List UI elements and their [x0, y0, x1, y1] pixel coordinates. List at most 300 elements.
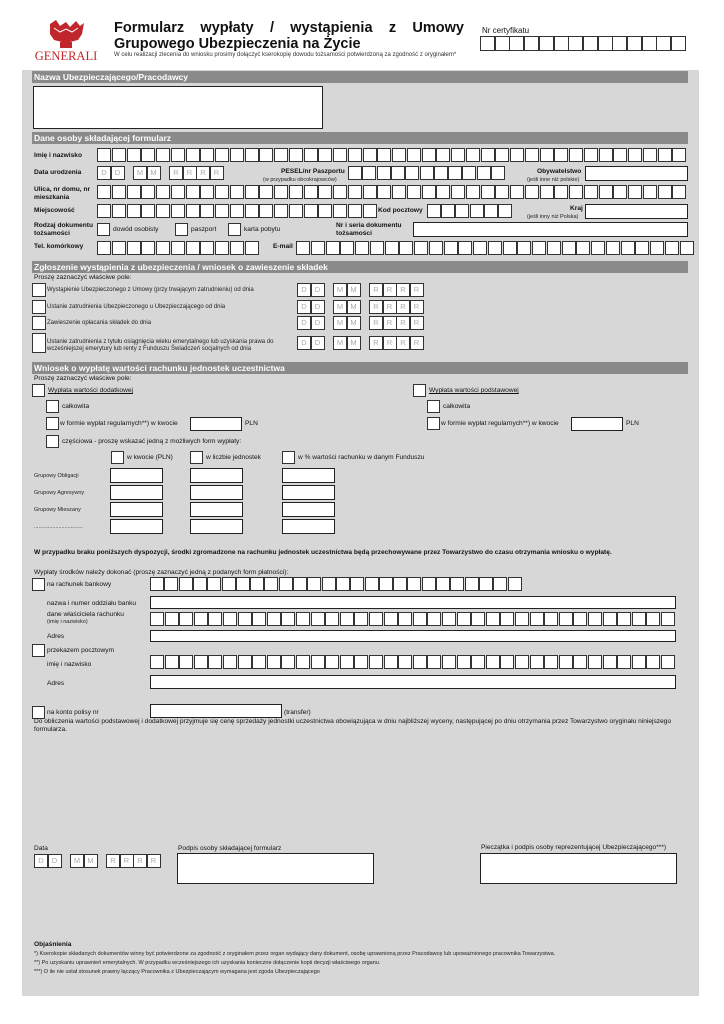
- bank-owner-cell[interactable]: [500, 612, 514, 626]
- birth-date-cell[interactable]: R: [210, 166, 224, 180]
- policy-number-field[interactable]: [150, 704, 282, 718]
- name-cell[interactable]: [584, 148, 598, 162]
- street-cell[interactable]: [274, 185, 288, 199]
- bank-owner-cell[interactable]: [559, 612, 573, 626]
- name-cell[interactable]: [613, 148, 627, 162]
- bank-owner-cell[interactable]: [179, 612, 193, 626]
- email-cell[interactable]: [429, 241, 443, 255]
- name-cell[interactable]: [230, 148, 244, 162]
- withdrawal-date-cell[interactable]: R: [396, 316, 410, 330]
- bank-account-cell[interactable]: [222, 577, 236, 591]
- phone-cell[interactable]: [245, 241, 259, 255]
- doc-residence-checkbox[interactable]: [228, 223, 241, 236]
- bank-account-cell[interactable]: [336, 577, 350, 591]
- bank-owner-cell[interactable]: [661, 612, 675, 626]
- postal-code-cell[interactable]: [455, 204, 469, 218]
- name-cell[interactable]: [245, 148, 259, 162]
- bank-account-cell[interactable]: [307, 577, 321, 591]
- bank-transfer-checkbox[interactable]: [32, 578, 45, 591]
- postal-code-cell[interactable]: [470, 204, 484, 218]
- name-cell[interactable]: [171, 148, 185, 162]
- street-cell[interactable]: [584, 185, 598, 199]
- email-cell[interactable]: [399, 241, 413, 255]
- bank-account-cell[interactable]: [179, 577, 193, 591]
- postal-name-cell[interactable]: [340, 655, 354, 669]
- email-cell[interactable]: [355, 241, 369, 255]
- bank-owner-cell[interactable]: [238, 612, 252, 626]
- phone-cell[interactable]: [141, 241, 155, 255]
- basic-full-checkbox[interactable]: [427, 400, 440, 413]
- name-cell[interactable]: [392, 148, 406, 162]
- bank-owner-cell[interactable]: [646, 612, 660, 626]
- name-cell[interactable]: [348, 148, 362, 162]
- name-cell[interactable]: [141, 148, 155, 162]
- fund-allocation-input[interactable]: [110, 485, 163, 500]
- certificate-number-cell[interactable]: [642, 36, 657, 51]
- bank-account-cell[interactable]: [436, 577, 450, 591]
- postal-name-cell[interactable]: [573, 655, 587, 669]
- withdrawal-date-cell[interactable]: M: [333, 283, 347, 297]
- withdrawal-date-cell[interactable]: R: [383, 300, 397, 314]
- postal-name-cell[interactable]: [442, 655, 456, 669]
- phone-cell[interactable]: [215, 241, 229, 255]
- bank-owner-cell[interactable]: [617, 612, 631, 626]
- postal-name-cell[interactable]: [165, 655, 179, 669]
- bank-owner-cell[interactable]: [384, 612, 398, 626]
- country-field[interactable]: [585, 204, 688, 219]
- name-cell[interactable]: [510, 148, 524, 162]
- name-cell[interactable]: [363, 148, 377, 162]
- email-cell[interactable]: [444, 241, 458, 255]
- city-cell[interactable]: [186, 204, 200, 218]
- name-cell[interactable]: [259, 148, 273, 162]
- withdrawal-date-cell[interactable]: R: [410, 316, 424, 330]
- bank-owner-cell[interactable]: [325, 612, 339, 626]
- pesel-cell[interactable]: [462, 166, 476, 180]
- name-cell[interactable]: [318, 148, 332, 162]
- postal-name-cell[interactable]: [281, 655, 295, 669]
- street-cell[interactable]: [333, 185, 347, 199]
- street-cell[interactable]: [628, 185, 642, 199]
- name-cell[interactable]: [436, 148, 450, 162]
- city-cell[interactable]: [171, 204, 185, 218]
- fund-allocation-input[interactable]: [282, 519, 335, 534]
- bank-owner-cell[interactable]: [515, 612, 529, 626]
- name-cell[interactable]: [554, 148, 568, 162]
- name-cell[interactable]: [304, 148, 318, 162]
- postal-name-cell[interactable]: [150, 655, 164, 669]
- bank-account-cell[interactable]: [407, 577, 421, 591]
- bank-owner-cell[interactable]: [457, 612, 471, 626]
- withdrawal-date-cell[interactable]: R: [369, 316, 383, 330]
- citizenship-field[interactable]: [585, 166, 688, 181]
- withdrawal-date-cell[interactable]: R: [396, 283, 410, 297]
- phone-cell[interactable]: [127, 241, 141, 255]
- city-cell[interactable]: [348, 204, 362, 218]
- bank-account-cell[interactable]: [250, 577, 264, 591]
- certificate-number-cell[interactable]: [671, 36, 686, 51]
- name-cell[interactable]: [407, 148, 421, 162]
- signature-date-cell[interactable]: R: [133, 854, 147, 868]
- street-cell[interactable]: [200, 185, 214, 199]
- doc-id-card-checkbox[interactable]: [97, 223, 110, 236]
- name-cell[interactable]: [97, 148, 111, 162]
- postal-name-cell[interactable]: [588, 655, 602, 669]
- email-cell[interactable]: [503, 241, 517, 255]
- bank-owner-cell[interactable]: [588, 612, 602, 626]
- street-cell[interactable]: [554, 185, 568, 199]
- basic-regular-checkbox[interactable]: [427, 417, 440, 430]
- fund-allocation-input[interactable]: [190, 468, 243, 483]
- doc-passport-checkbox[interactable]: [175, 223, 188, 236]
- email-cell[interactable]: [606, 241, 620, 255]
- name-cell[interactable]: [628, 148, 642, 162]
- street-cell[interactable]: [451, 185, 465, 199]
- email-cell[interactable]: [635, 241, 649, 255]
- street-cell[interactable]: [613, 185, 627, 199]
- postal-name-cell[interactable]: [296, 655, 310, 669]
- email-cell[interactable]: [488, 241, 502, 255]
- pesel-cell[interactable]: [348, 166, 362, 180]
- postal-name-cell[interactable]: [486, 655, 500, 669]
- postal-code-cell[interactable]: [441, 204, 455, 218]
- street-cell[interactable]: [481, 185, 495, 199]
- postal-code-cell[interactable]: [427, 204, 441, 218]
- city-cell[interactable]: [230, 204, 244, 218]
- signature-date-cell[interactable]: D: [34, 854, 48, 868]
- bank-owner-cell[interactable]: [442, 612, 456, 626]
- basic-value-checkbox[interactable]: [413, 384, 426, 397]
- pesel-cell[interactable]: [420, 166, 434, 180]
- doc-number-field[interactable]: [413, 222, 688, 237]
- city-cell[interactable]: [245, 204, 259, 218]
- email-cell[interactable]: [296, 241, 310, 255]
- fund-allocation-input[interactable]: [190, 485, 243, 500]
- phone-cell[interactable]: [156, 241, 170, 255]
- postal-name-cell[interactable]: [325, 655, 339, 669]
- street-cell[interactable]: [97, 185, 111, 199]
- postal-code-cell[interactable]: [484, 204, 498, 218]
- postal-name-cell[interactable]: [267, 655, 281, 669]
- bank-account-cell[interactable]: [279, 577, 293, 591]
- fund-allocation-input[interactable]: [110, 468, 163, 483]
- birth-date-cell[interactable]: M: [133, 166, 147, 180]
- fund-allocation-input[interactable]: [282, 485, 335, 500]
- bank-account-cell[interactable]: [236, 577, 250, 591]
- name-cell[interactable]: [525, 148, 539, 162]
- withdrawal-date-cell[interactable]: M: [347, 300, 361, 314]
- signature-date-cell[interactable]: R: [147, 854, 161, 868]
- partial-percent-checkbox[interactable]: [282, 451, 295, 464]
- bank-owner-cell[interactable]: [398, 612, 412, 626]
- phone-cell[interactable]: [97, 241, 111, 255]
- email-cell[interactable]: [340, 241, 354, 255]
- name-cell[interactable]: [112, 148, 126, 162]
- bank-owner-cell[interactable]: [427, 612, 441, 626]
- name-cell[interactable]: [466, 148, 480, 162]
- pesel-cell[interactable]: [362, 166, 376, 180]
- bank-owner-cell[interactable]: [603, 612, 617, 626]
- fund-allocation-input[interactable]: [110, 519, 163, 534]
- postal-address-field[interactable]: [150, 675, 676, 689]
- postal-name-cell[interactable]: [311, 655, 325, 669]
- email-cell[interactable]: [532, 241, 546, 255]
- birth-date-cell[interactable]: R: [196, 166, 210, 180]
- name-cell[interactable]: [200, 148, 214, 162]
- postal-name-cell[interactable]: [194, 655, 208, 669]
- email-cell[interactable]: [311, 241, 325, 255]
- name-cell[interactable]: [643, 148, 657, 162]
- bank-owner-cell[interactable]: [471, 612, 485, 626]
- phone-cell[interactable]: [112, 241, 126, 255]
- pesel-cell[interactable]: [391, 166, 405, 180]
- bank-account-cell[interactable]: [264, 577, 278, 591]
- bank-owner-cell[interactable]: [340, 612, 354, 626]
- street-cell[interactable]: [156, 185, 170, 199]
- postal-name-cell[interactable]: [544, 655, 558, 669]
- bank-account-cell[interactable]: [508, 577, 522, 591]
- bank-account-cell[interactable]: [465, 577, 479, 591]
- withdrawal-date-cell[interactable]: R: [383, 283, 397, 297]
- name-cell[interactable]: [451, 148, 465, 162]
- fund-allocation-input[interactable]: [110, 502, 163, 517]
- withdrawal-date-cell[interactable]: D: [311, 283, 325, 297]
- postal-name-cell[interactable]: [515, 655, 529, 669]
- bank-owner-cell[interactable]: [194, 612, 208, 626]
- certificate-number-cell[interactable]: [612, 36, 627, 51]
- city-cell[interactable]: [215, 204, 229, 218]
- city-cell[interactable]: [141, 204, 155, 218]
- withdrawal-date-cell[interactable]: R: [369, 300, 383, 314]
- postal-name-cell[interactable]: [179, 655, 193, 669]
- bank-owner-cell[interactable]: [486, 612, 500, 626]
- street-cell[interactable]: [510, 185, 524, 199]
- street-cell[interactable]: [215, 185, 229, 199]
- city-cell[interactable]: [97, 204, 111, 218]
- email-cell[interactable]: [680, 241, 694, 255]
- pesel-cell[interactable]: [434, 166, 448, 180]
- bank-account-cell[interactable]: [450, 577, 464, 591]
- street-cell[interactable]: [230, 185, 244, 199]
- partial-units-checkbox[interactable]: [190, 451, 203, 464]
- postal-name-cell[interactable]: [427, 655, 441, 669]
- withdrawal-date-cell[interactable]: D: [297, 316, 311, 330]
- postal-name-cell[interactable]: [661, 655, 675, 669]
- postal-name-cell[interactable]: [384, 655, 398, 669]
- birth-date-cell[interactable]: R: [169, 166, 183, 180]
- certificate-number-cell[interactable]: [568, 36, 583, 51]
- street-cell[interactable]: [363, 185, 377, 199]
- name-cell[interactable]: [186, 148, 200, 162]
- email-cell[interactable]: [665, 241, 679, 255]
- city-cell[interactable]: [318, 204, 332, 218]
- withdrawal-option-checkbox[interactable]: [32, 283, 46, 297]
- postal-name-cell[interactable]: [208, 655, 222, 669]
- signature-date-cell[interactable]: R: [106, 854, 120, 868]
- email-cell[interactable]: [473, 241, 487, 255]
- email-cell[interactable]: [650, 241, 664, 255]
- street-cell[interactable]: [672, 185, 686, 199]
- name-cell[interactable]: [422, 148, 436, 162]
- street-cell[interactable]: [422, 185, 436, 199]
- postal-name-cell[interactable]: [457, 655, 471, 669]
- bank-account-cell[interactable]: [293, 577, 307, 591]
- signer-signature-field[interactable]: [177, 853, 374, 884]
- street-cell[interactable]: [436, 185, 450, 199]
- street-cell[interactable]: [304, 185, 318, 199]
- city-cell[interactable]: [112, 204, 126, 218]
- bank-owner-cell[interactable]: [354, 612, 368, 626]
- withdrawal-date-cell[interactable]: M: [347, 316, 361, 330]
- postal-name-cell[interactable]: [413, 655, 427, 669]
- phone-cell[interactable]: [171, 241, 185, 255]
- postal-name-cell[interactable]: [559, 655, 573, 669]
- withdrawal-date-cell[interactable]: R: [410, 300, 424, 314]
- name-cell[interactable]: [495, 148, 509, 162]
- name-cell[interactable]: [215, 148, 229, 162]
- postal-name-cell[interactable]: [369, 655, 383, 669]
- email-cell[interactable]: [517, 241, 531, 255]
- postal-name-cell[interactable]: [632, 655, 646, 669]
- city-cell[interactable]: [156, 204, 170, 218]
- pesel-cell[interactable]: [405, 166, 419, 180]
- additional-value-checkbox[interactable]: [32, 384, 45, 397]
- birth-date-cell[interactable]: M: [147, 166, 161, 180]
- bank-owner-cell[interactable]: [267, 612, 281, 626]
- postal-name-cell[interactable]: [646, 655, 660, 669]
- street-cell[interactable]: [495, 185, 509, 199]
- email-cell[interactable]: [562, 241, 576, 255]
- pesel-cell[interactable]: [491, 166, 505, 180]
- stamp-signature-field[interactable]: [480, 853, 677, 884]
- fund-allocation-input[interactable]: [282, 468, 335, 483]
- street-cell[interactable]: [643, 185, 657, 199]
- street-cell[interactable]: [392, 185, 406, 199]
- bank-account-cell[interactable]: [150, 577, 164, 591]
- bank-account-cell[interactable]: [422, 577, 436, 591]
- name-cell[interactable]: [156, 148, 170, 162]
- email-cell[interactable]: [576, 241, 590, 255]
- withdrawal-date-cell[interactable]: R: [396, 300, 410, 314]
- street-cell[interactable]: [259, 185, 273, 199]
- bank-account-cell[interactable]: [322, 577, 336, 591]
- additional-partial-checkbox[interactable]: [46, 435, 59, 448]
- withdrawal-date-cell[interactable]: M: [333, 300, 347, 314]
- bank-name-field[interactable]: [150, 596, 676, 609]
- city-cell[interactable]: [363, 204, 377, 218]
- street-cell[interactable]: [569, 185, 583, 199]
- withdrawal-date-cell[interactable]: D: [297, 336, 311, 350]
- withdrawal-date-cell[interactable]: D: [311, 336, 325, 350]
- bank-owner-cell[interactable]: [544, 612, 558, 626]
- withdrawal-option-checkbox[interactable]: [32, 316, 46, 330]
- email-cell[interactable]: [591, 241, 605, 255]
- fund-allocation-input[interactable]: [190, 519, 243, 534]
- postal-name-cell[interactable]: [238, 655, 252, 669]
- city-cell[interactable]: [259, 204, 273, 218]
- certificate-number-cell[interactable]: [480, 36, 495, 51]
- withdrawal-date-cell[interactable]: M: [347, 283, 361, 297]
- fund-allocation-input[interactable]: [190, 502, 243, 517]
- phone-cell[interactable]: [186, 241, 200, 255]
- signature-date-cell[interactable]: M: [70, 854, 84, 868]
- name-cell[interactable]: [289, 148, 303, 162]
- bank-account-cell[interactable]: [350, 577, 364, 591]
- bank-owner-cell[interactable]: [252, 612, 266, 626]
- bank-owner-cell[interactable]: [632, 612, 646, 626]
- street-cell[interactable]: [318, 185, 332, 199]
- email-cell[interactable]: [326, 241, 340, 255]
- bank-account-cell[interactable]: [207, 577, 221, 591]
- basic-regular-amount[interactable]: [571, 417, 623, 431]
- withdrawal-date-cell[interactable]: M: [333, 316, 347, 330]
- street-cell[interactable]: [377, 185, 391, 199]
- bank-owner-cell[interactable]: [296, 612, 310, 626]
- name-cell[interactable]: [569, 148, 583, 162]
- certificate-number-cell[interactable]: [539, 36, 554, 51]
- bank-owner-cell[interactable]: [281, 612, 295, 626]
- withdrawal-date-cell[interactable]: R: [383, 316, 397, 330]
- employer-name-field[interactable]: [33, 86, 323, 129]
- withdrawal-date-cell[interactable]: D: [311, 316, 325, 330]
- partial-amount-checkbox[interactable]: [111, 451, 124, 464]
- city-cell[interactable]: [127, 204, 141, 218]
- postal-name-cell[interactable]: [500, 655, 514, 669]
- withdrawal-date-cell[interactable]: R: [396, 336, 410, 350]
- phone-cell[interactable]: [200, 241, 214, 255]
- withdrawal-date-cell[interactable]: R: [369, 283, 383, 297]
- name-cell[interactable]: [377, 148, 391, 162]
- name-cell[interactable]: [599, 148, 613, 162]
- certificate-number-cell[interactable]: [627, 36, 642, 51]
- street-cell[interactable]: [186, 185, 200, 199]
- certificate-number-cell[interactable]: [583, 36, 598, 51]
- bank-account-cell[interactable]: [164, 577, 178, 591]
- postal-code-cell[interactable]: [498, 204, 512, 218]
- city-cell[interactable]: [289, 204, 303, 218]
- postal-name-cell[interactable]: [398, 655, 412, 669]
- birth-date-cell[interactable]: D: [97, 166, 111, 180]
- email-cell[interactable]: [621, 241, 635, 255]
- street-cell[interactable]: [540, 185, 554, 199]
- withdrawal-date-cell[interactable]: M: [333, 336, 347, 350]
- name-cell[interactable]: [127, 148, 141, 162]
- bank-owner-cell[interactable]: [150, 612, 164, 626]
- postal-name-cell[interactable]: [354, 655, 368, 669]
- name-cell[interactable]: [333, 148, 347, 162]
- phone-cell[interactable]: [230, 241, 244, 255]
- street-cell[interactable]: [599, 185, 613, 199]
- street-cell[interactable]: [289, 185, 303, 199]
- withdrawal-option-checkbox[interactable]: [32, 300, 46, 314]
- postal-name-cell[interactable]: [252, 655, 266, 669]
- withdrawal-option-checkbox[interactable]: [32, 333, 46, 353]
- bank-account-cell[interactable]: [479, 577, 493, 591]
- bank-owner-cell[interactable]: [573, 612, 587, 626]
- certificate-number-cell[interactable]: [554, 36, 569, 51]
- name-cell[interactable]: [540, 148, 554, 162]
- pesel-cell[interactable]: [377, 166, 391, 180]
- withdrawal-date-cell[interactable]: D: [311, 300, 325, 314]
- postal-name-cell[interactable]: [471, 655, 485, 669]
- birth-date-cell[interactable]: R: [183, 166, 197, 180]
- bank-account-cell[interactable]: [193, 577, 207, 591]
- email-cell[interactable]: [385, 241, 399, 255]
- email-cell[interactable]: [458, 241, 472, 255]
- city-cell[interactable]: [304, 204, 318, 218]
- name-cell[interactable]: [672, 148, 686, 162]
- postal-name-cell[interactable]: [223, 655, 237, 669]
